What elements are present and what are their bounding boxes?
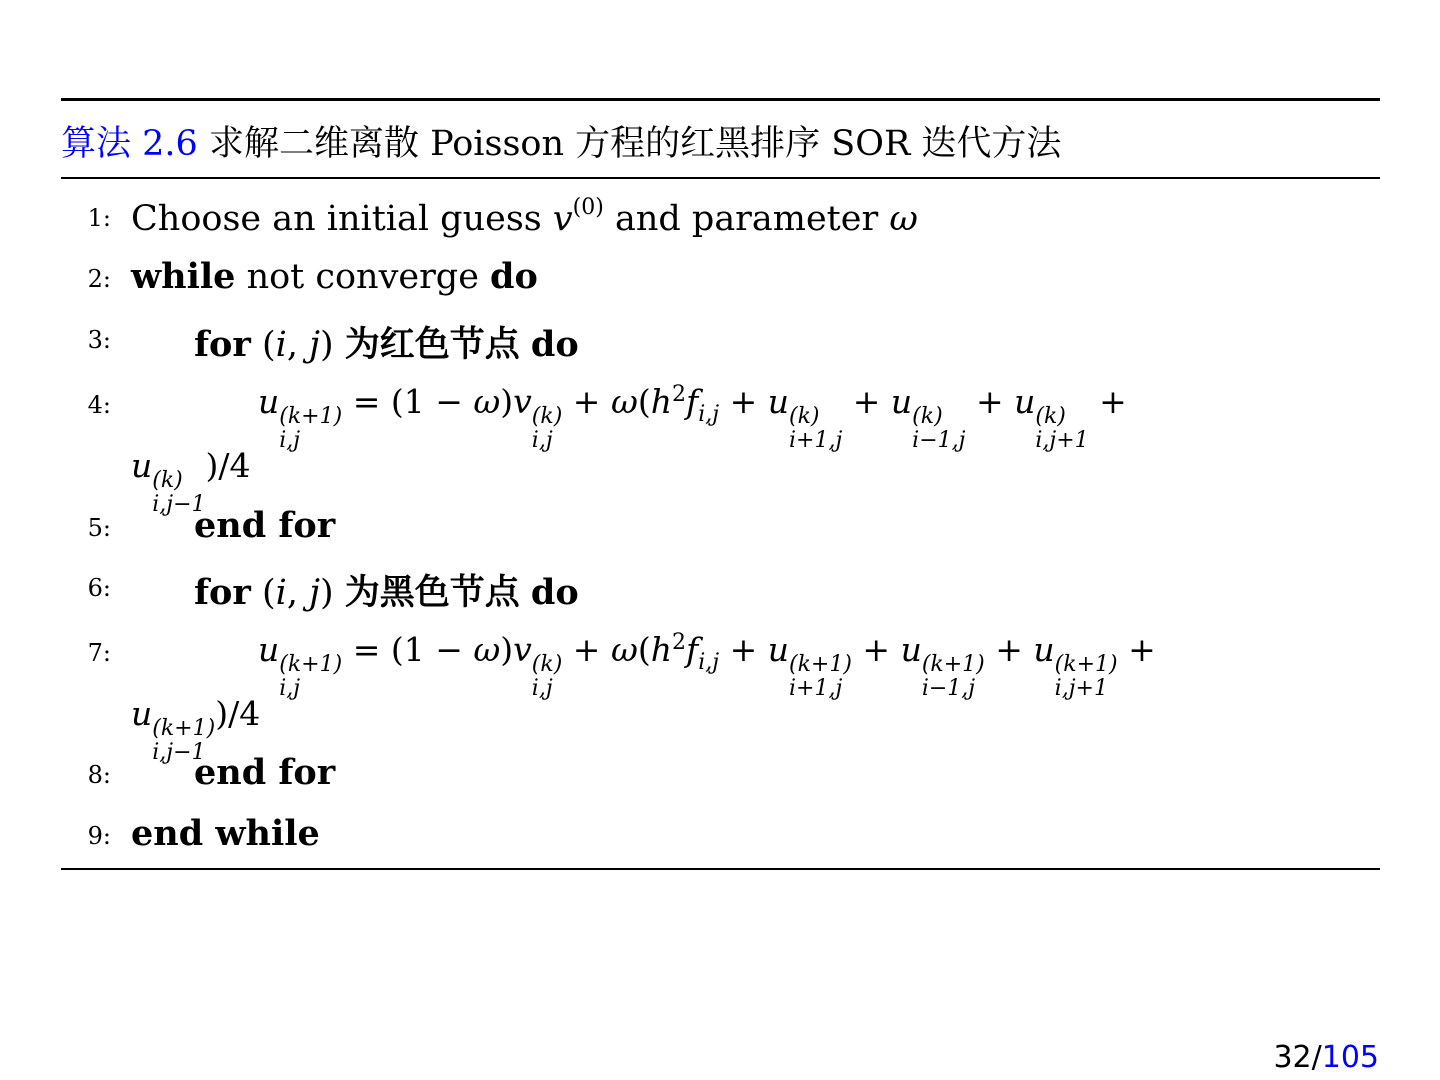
algorithm-line-4 (0, 372, 1440, 517)
line-content: for (i, j) 为红色节点 do (194, 324, 579, 365)
algorithm-label: 算法 (61, 124, 132, 164)
math-omega: ω (889, 199, 918, 239)
red-update-formula: u (k+1) i,j = (1 − ω)v (k) i,j + $\omega(h^2f_{i,j} + u$ (k) i+1,j + u (k) i−1,j + u (k) i,j+1 + (258, 382, 1127, 453)
algorithm-line-2 (0, 253, 1440, 313)
current-page: 32/ (1273, 1040, 1322, 1075)
line-content: for (i, j) 为黑色节点 do (194, 572, 579, 613)
algorithm-line-7 (0, 620, 1440, 765)
line-number: 4: (87, 391, 111, 419)
line-content: end while (131, 813, 320, 854)
line-number: 2: (87, 265, 111, 293)
top-rule (61, 98, 1380, 101)
red-update-formula-cont: u (k) i,j−1 )/4 (131, 446, 251, 517)
algorithm-line-6 (0, 562, 1440, 622)
line-number: 9: (87, 822, 111, 850)
black-update-formula: u (k+1) i,j = (1 − ω)v (k) i,j + $\omega(h^2f_{i,j} + u$ (k+1) i+1,j + u (k+1) i−1,j + u (k+1) i,j+1 + (258, 630, 1156, 701)
line-number: 3: (87, 326, 111, 354)
math-ij: (i, j) (261, 325, 334, 365)
page-counter (1273, 1040, 1379, 1076)
line-number: 1: (87, 204, 111, 232)
algorithm-line-3 (0, 314, 1440, 374)
algorithm-number: 2.6 (142, 124, 198, 164)
algorithm-line-9 (0, 810, 1440, 870)
black-update-formula-cont: u (k+1) i,j−1 )/4 (131, 694, 261, 765)
line-content: while not converge do (131, 256, 538, 297)
algorithm-line-1 (0, 192, 1440, 252)
line-content: end for (194, 752, 336, 793)
caption-rule (61, 177, 1380, 179)
algorithm-caption (61, 116, 1380, 172)
math-v0: $v^{(0)}$ (552, 195, 604, 239)
algorithm-line-5 (0, 502, 1440, 562)
bottom-rule (61, 868, 1380, 870)
algorithm-title: 求解二维离散 Poisson 方程的红黑排序 SOR 迭代方法 (208, 124, 1062, 164)
math-ij: (i, j) (261, 573, 334, 613)
line-number: 8: (87, 761, 111, 789)
line-number: 7: (87, 639, 111, 667)
total-pages-link[interactable]: 105 (1321, 1040, 1379, 1075)
algorithm-line-8 (0, 749, 1440, 809)
line-number: 6: (87, 574, 111, 602)
line-content: end for (194, 505, 336, 546)
line-content: Choose an initial guess $v^{(0)}$ and parameter ω (131, 195, 918, 239)
line-number: 5: (87, 514, 111, 542)
